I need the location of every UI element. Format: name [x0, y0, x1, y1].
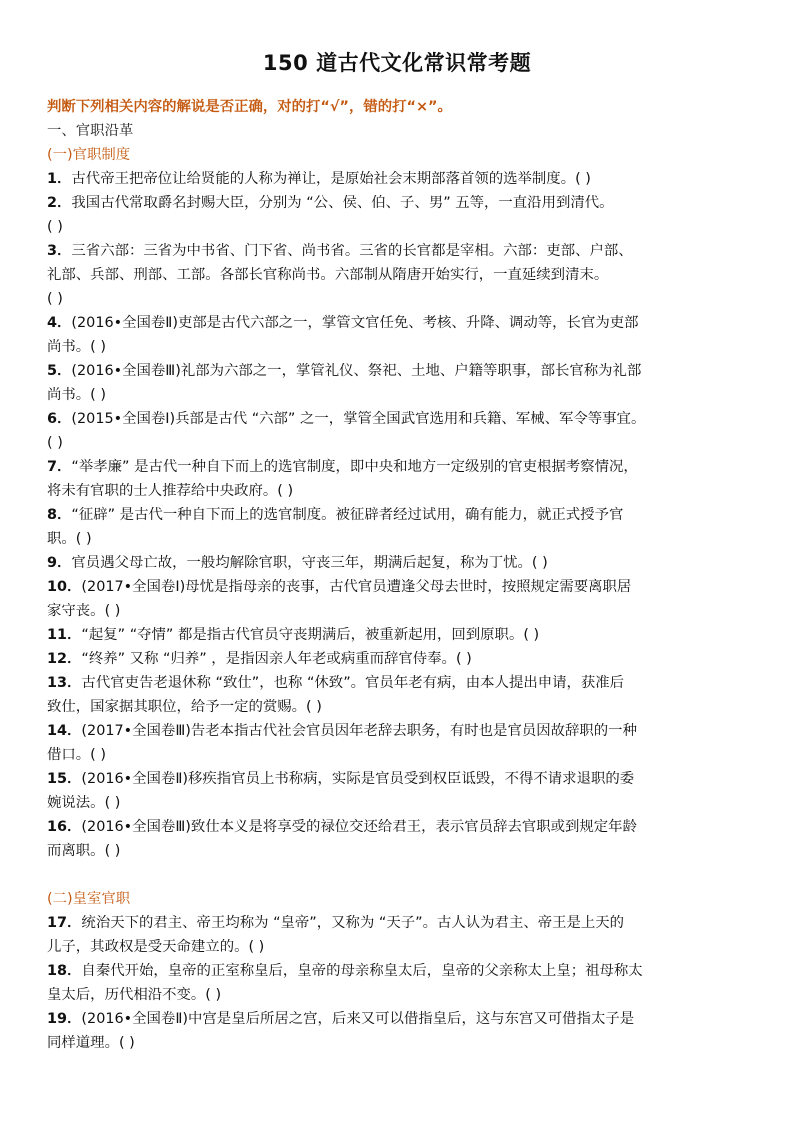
- question-line: [47, 311, 759, 335]
- question-number: 5．: [47, 363, 72, 379]
- question-text: ( ): [47, 219, 63, 235]
- question-number: 11．: [47, 627, 82, 643]
- question-text: 职。( ): [47, 531, 92, 547]
- question-line: [47, 263, 759, 287]
- question-number: 1．: [47, 171, 72, 187]
- question-number: 2．: [47, 195, 72, 211]
- question-number: 6．: [47, 411, 72, 427]
- question-line: [47, 191, 759, 215]
- question-text: (2017•全国卷Ⅲ)告老本指古代社会官员因年老辞去职务，有时也是官员因故辞职的一种: [81, 723, 637, 739]
- question-text: 三省六部：三省为中书省、门下省、尚书省。三省的长官都是宰相。六部：吏部、户部、: [71, 243, 633, 259]
- question-text: 借口。( ): [47, 747, 106, 763]
- question-text: ( ): [47, 435, 63, 451]
- question-line: [47, 695, 759, 719]
- question-list-official-system: [47, 167, 759, 863]
- spacer: [47, 863, 759, 887]
- question-line: [47, 215, 759, 239]
- question-text: “终养” 又称 “归养” ，是指因亲人年老或病重而辞官侍奉。( ): [81, 651, 472, 667]
- question-line: [47, 335, 759, 359]
- question-text: (2016•全国卷Ⅱ)中宫是皇后所居之宫，后来又可以借指皇后，这与东宫又可借指太子是: [81, 1011, 635, 1027]
- question-number: 12．: [47, 651, 82, 667]
- question-number: 7．: [47, 459, 72, 475]
- question-number: 16．: [47, 819, 82, 835]
- question-text: (2017•全国卷Ⅰ)母忧是指母亲的丧事，古代官员遭逢父母去世时，按照规定需要离职居: [81, 579, 632, 595]
- question-text: 古代帝王把帝位让给贤能的人称为禅让，是原始社会末期部落首领的选举制度。( ): [71, 171, 591, 187]
- question-line: [47, 647, 759, 671]
- question-number: 17．: [47, 915, 82, 931]
- question-line: [47, 959, 759, 983]
- question-number: 3．: [47, 243, 72, 259]
- question-line: [47, 623, 759, 647]
- question-line: [47, 455, 759, 479]
- question-text: 礼部、兵部、刑部、工部。各部长官称尚书。六部制从隋唐开始实行，一直延续到清末。: [47, 267, 609, 283]
- question-line: [47, 359, 759, 383]
- question-text: 统治天下的君主、帝王均称为 “皇帝”，又称为 “天子”。古人认为君主、帝王是上天的: [81, 915, 625, 931]
- question-text: 官员遇父母亡故，一般均解除官职，守丧三年，期满后起复，称为丁忧。( ): [71, 555, 548, 571]
- question-text: 致仕，国家据其职位，给予一定的赏赐。( ): [47, 699, 322, 715]
- question-text: 尚书。( ): [47, 339, 106, 355]
- question-line: [47, 839, 759, 863]
- question-number: 15．: [47, 771, 82, 787]
- question-line: [47, 1007, 759, 1031]
- section-heading: 一、官职沿革: [47, 123, 134, 139]
- question-line: [47, 815, 759, 839]
- question-text: “起复” “夺情” 都是指古代官员守丧期满后，被重新起用，回到原职。( ): [81, 627, 540, 643]
- question-number: 10．: [47, 579, 82, 595]
- question-number: 18．: [47, 963, 82, 979]
- question-text: “征辟” 是古代一种自下而上的选官制度。被征辟者经过试用，确有能力，就正式授予官: [71, 507, 624, 523]
- question-line: [47, 527, 759, 551]
- document-body: [47, 95, 759, 1055]
- question-number: 19．: [47, 1011, 82, 1027]
- question-number: 9．: [47, 555, 72, 571]
- question-line: [47, 767, 759, 791]
- question-text: ( ): [47, 291, 63, 307]
- question-line: [47, 791, 759, 815]
- question-text: 儿子，其政权是受天命建立的。( ): [47, 939, 265, 955]
- question-text: (2015•全国卷Ⅰ)兵部是古代 “六部” 之一，掌管全国武官选用和兵籍、军械、军令等事宜。: [71, 411, 646, 427]
- question-line: [47, 551, 759, 575]
- subsection-heading-official-system: (一)官职制度: [47, 147, 131, 163]
- question-line: [47, 479, 759, 503]
- question-number: 4．: [47, 315, 72, 331]
- question-line: [47, 167, 759, 191]
- question-line: [47, 599, 759, 623]
- question-line: [47, 431, 759, 455]
- question-text: 家守丧。( ): [47, 603, 121, 619]
- question-text: 自秦代开始，皇帝的正室称皇后，皇帝的母亲称皇太后，皇帝的父亲称太上皇；祖母称太: [81, 963, 643, 979]
- question-list-royal-titles: [47, 911, 759, 1055]
- question-line: [47, 911, 759, 935]
- question-text: 而离职。( ): [47, 843, 121, 859]
- question-line: [47, 1031, 759, 1055]
- question-text: 尚书。( ): [47, 387, 106, 403]
- question-line: [47, 287, 759, 311]
- question-line: [47, 407, 759, 431]
- question-line: [47, 935, 759, 959]
- subsection-heading-royal-titles: (二)皇室官职: [47, 891, 131, 907]
- question-text: 将未有官职的士人推荐给中央政府。( ): [47, 483, 294, 499]
- question-line: [47, 383, 759, 407]
- question-line: [47, 503, 759, 527]
- question-text: 皇太后，历代相沿不变。( ): [47, 987, 222, 1003]
- instruction-text: 判断下列相关内容的解说是否正确，对的打“√”，错的打“×”。: [47, 99, 452, 115]
- question-text: (2016•全国卷Ⅱ)移疾指官员上书称病，实际是官员受到权臣诋毁，不得不请求退职的委: [81, 771, 635, 787]
- question-text: (2016•全国卷Ⅲ)致仕本义是将享受的禄位交还给君王，表示官员辞去官职或到规定年龄: [81, 819, 637, 835]
- question-text: 我国古代常取爵名封赐大臣，分别为 “公、侯、伯、子、男” 五等，一直沿用到清代。: [71, 195, 614, 211]
- question-line: [47, 983, 759, 1007]
- question-number: 14．: [47, 723, 82, 739]
- question-text: 婉说法。( ): [47, 795, 121, 811]
- question-text: (2016•全国卷Ⅱ)吏部是古代六部之一，掌管文官任免、考核、升降、调动等，长官为吏部: [71, 315, 639, 331]
- question-number: 13．: [47, 675, 82, 691]
- question-line: [47, 671, 759, 695]
- page-title: 150 道古代文化常识常考题: [262, 51, 532, 75]
- question-line: [47, 575, 759, 599]
- question-line: [47, 719, 759, 743]
- question-line: [47, 743, 759, 767]
- question-line: [47, 239, 759, 263]
- question-text: 同样道理。( ): [47, 1035, 135, 1051]
- question-number: 8．: [47, 507, 72, 523]
- question-text: (2016•全国卷Ⅲ)礼部为六部之一，掌管礼仪、祭祀、土地、户籍等职事，部长官称为礼部: [71, 363, 642, 379]
- question-text: 古代官吏告老退休称 “致仕”，也称 “休致”。官员年老有病，由本人提出申请，获准后: [81, 675, 625, 691]
- question-text: “举孝廉” 是古代一种自下而上的选官制度，即中央和地方一定级别的官吏根据考察情况，: [71, 459, 638, 475]
